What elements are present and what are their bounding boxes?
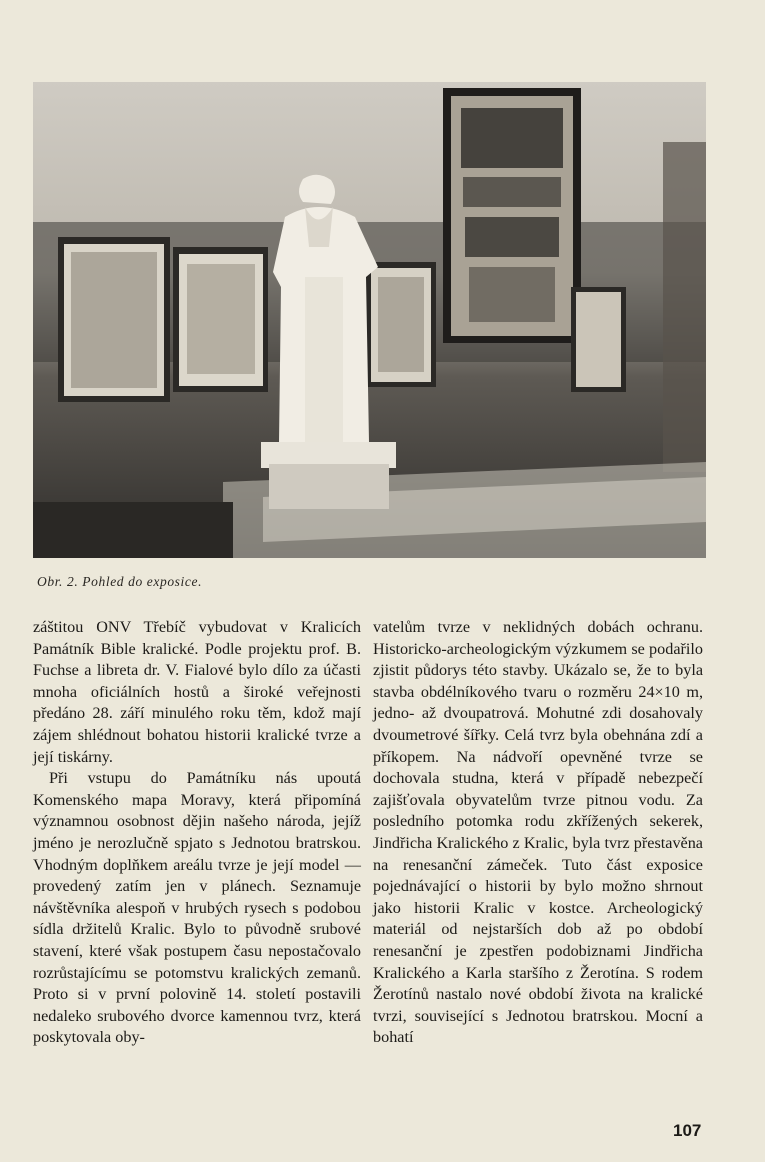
exhibition-photo: [33, 82, 706, 558]
page-number: 107: [673, 1121, 702, 1140]
right-text-column: [373, 617, 703, 1049]
figure-caption: Obr. 2. Pohled do exposice.: [37, 574, 203, 589]
exhibition-photo-illustration: [33, 82, 706, 558]
left-paragraph-1: záštitou ONV Třebíč vybudovat v Kralicích Památník Bible kralické. Podle projektu prof. B. Fuchse a libreta dr. V. Fialové bylo dílo za účasti mnoha oficiálních hostů a široké veřejnosti předáno 28. září minulého roku těm, kdož mají zájem shlédnout bohatou historii kralické tvrze a její tiskárny.: [33, 618, 361, 766]
left-paragraph-2: Při vstupu do Památníku nás upoutá Komenského mapa Moravy, která připomíná významnou osobnost dějin našeho národa, jejíž jméno je nerozlučně spjato s Jednotou bratrskou. Vhodným doplňkem areálu tvrze je její model — provedený zatím jen v plánech. Seznamuje návštěvníka alespoň v hrubých rysech s podobou sídla držitelů Kralic. Bylo to původně srubové stavení, které však postupem času nepostačovalo rozrůstajícímu se potomstvu kralických zemanů. Proto si v první polovině 14. století postavili nedaleko srubového dvorce kamennou tvrz, která poskytovala oby-: [33, 769, 361, 1047]
left-text-column: [33, 617, 361, 1049]
right-paragraph-1: vatelům tvrze v neklidných dobách ochranu. Historicko-archeologickým výzkumem se podařilo zjistit půdorys této stavby. Ukázalo se, že to byla stavba obdélníkového tvaru o rozměru 24×10 m, jedno- až dvoupatrová. Mohutné zdi dosahovaly dvoumetrové šířky. Celá tvrz byla obehnána zdí a příkopem. Na nádvoří opevněné tvrze se dochovala studna, která v případě nebezpečí zajišťovala obyvatelům tvrze pitnou vodu. Za posledního potomka rodu zkřížených sekerek, Jindřicha Kralického z Kralic, byla tvrz přestavěna na renesanční zámeček. Tuto část exposice pojednávající o historii by bylo možno shrnout jako historii Kralic v kostce. Archeologický materiál od nejstarších dob až po období renesanční je zpestřen podobiznami Jindřicha Kralického a Karla staršího z Žerotína. S rodem Žerotínů nastalo nové období života na kralické tvrzi, související s Jednotou bratrskou. Mocní a bohatí: [373, 618, 703, 1047]
